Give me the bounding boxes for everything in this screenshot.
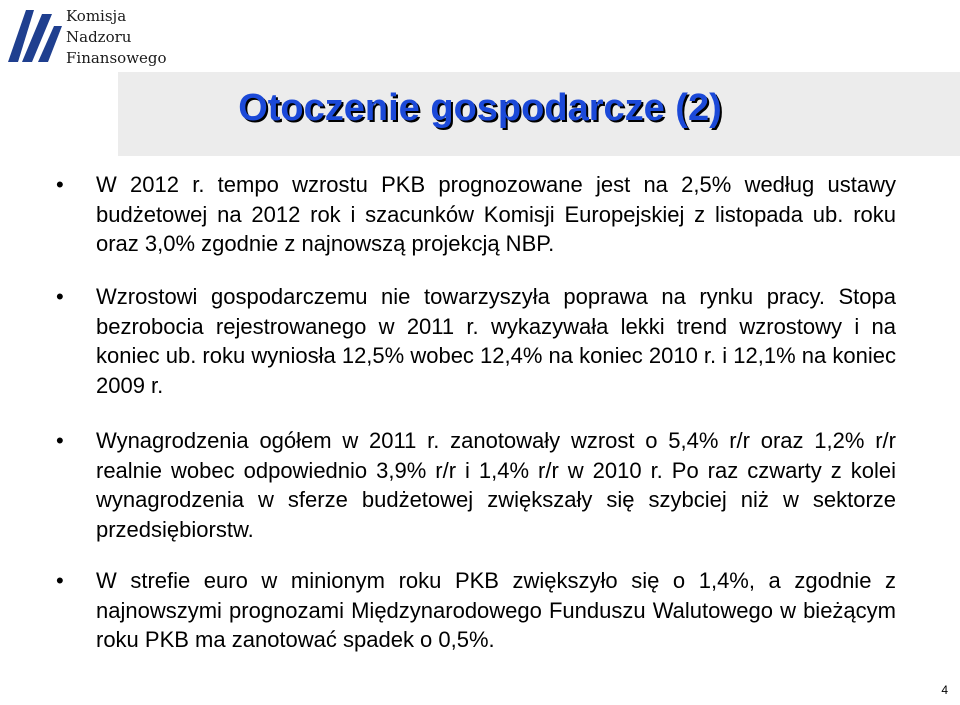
- logo-line-1: Komisja: [66, 7, 127, 25]
- bullet-item: • Wzrostowi gospodarczemu nie towarzyszyła poprawa na rynku pracy. Stopa bezrobocia rejestrowanego w 2011 r. wykazywała lekki trend wzrostowy i na koniec ub. roku wyniosła 12,5% wobec 12,4% na koniec 2010 r. i 12,1% na koniec 2009 r.: [96, 282, 896, 400]
- logo-line-3: Finansowego: [66, 49, 167, 67]
- slide-title: Otoczenie gospodarcze (2): [238, 87, 722, 129]
- knf-emblem-icon: [4, 4, 64, 68]
- bullet-item: • W 2012 r. tempo wzrostu PKB prognozowane jest na 2,5% według ustawy budżetowej na 2012 rok i szacunków Komisji Europejskiej z listopada ub. roku oraz 3,0% zgodnie z najnowszą projekcją NBP.: [96, 170, 896, 259]
- page-number: 4: [941, 683, 948, 697]
- logo: [4, 4, 174, 70]
- logo-line-2: Nadzoru: [66, 28, 132, 46]
- bullet-item: • W strefie euro w minionym roku PKB zwiększyło się o 1,4%, a zgodnie z najnowszymi prognozami Międzynarodowego Funduszu Walutowego w bieżącym roku PKB ma zanotować spadek o 0,5%.: [96, 566, 896, 655]
- logo-text: [66, 6, 167, 69]
- bullet-item: • Wynagrodzenia ogółem w 2011 r. zanotowały wzrost o 5,4% r/r oraz 1,2% r/r realnie wobec odpowiednio 3,9% r/r i 1,4% r/r w 2010 r. Po raz czwarty z kolei wynagrodzenia w sferze budżetowej zwiększały się szybciej niż w sektorze przedsiębiorstw.: [96, 426, 896, 544]
